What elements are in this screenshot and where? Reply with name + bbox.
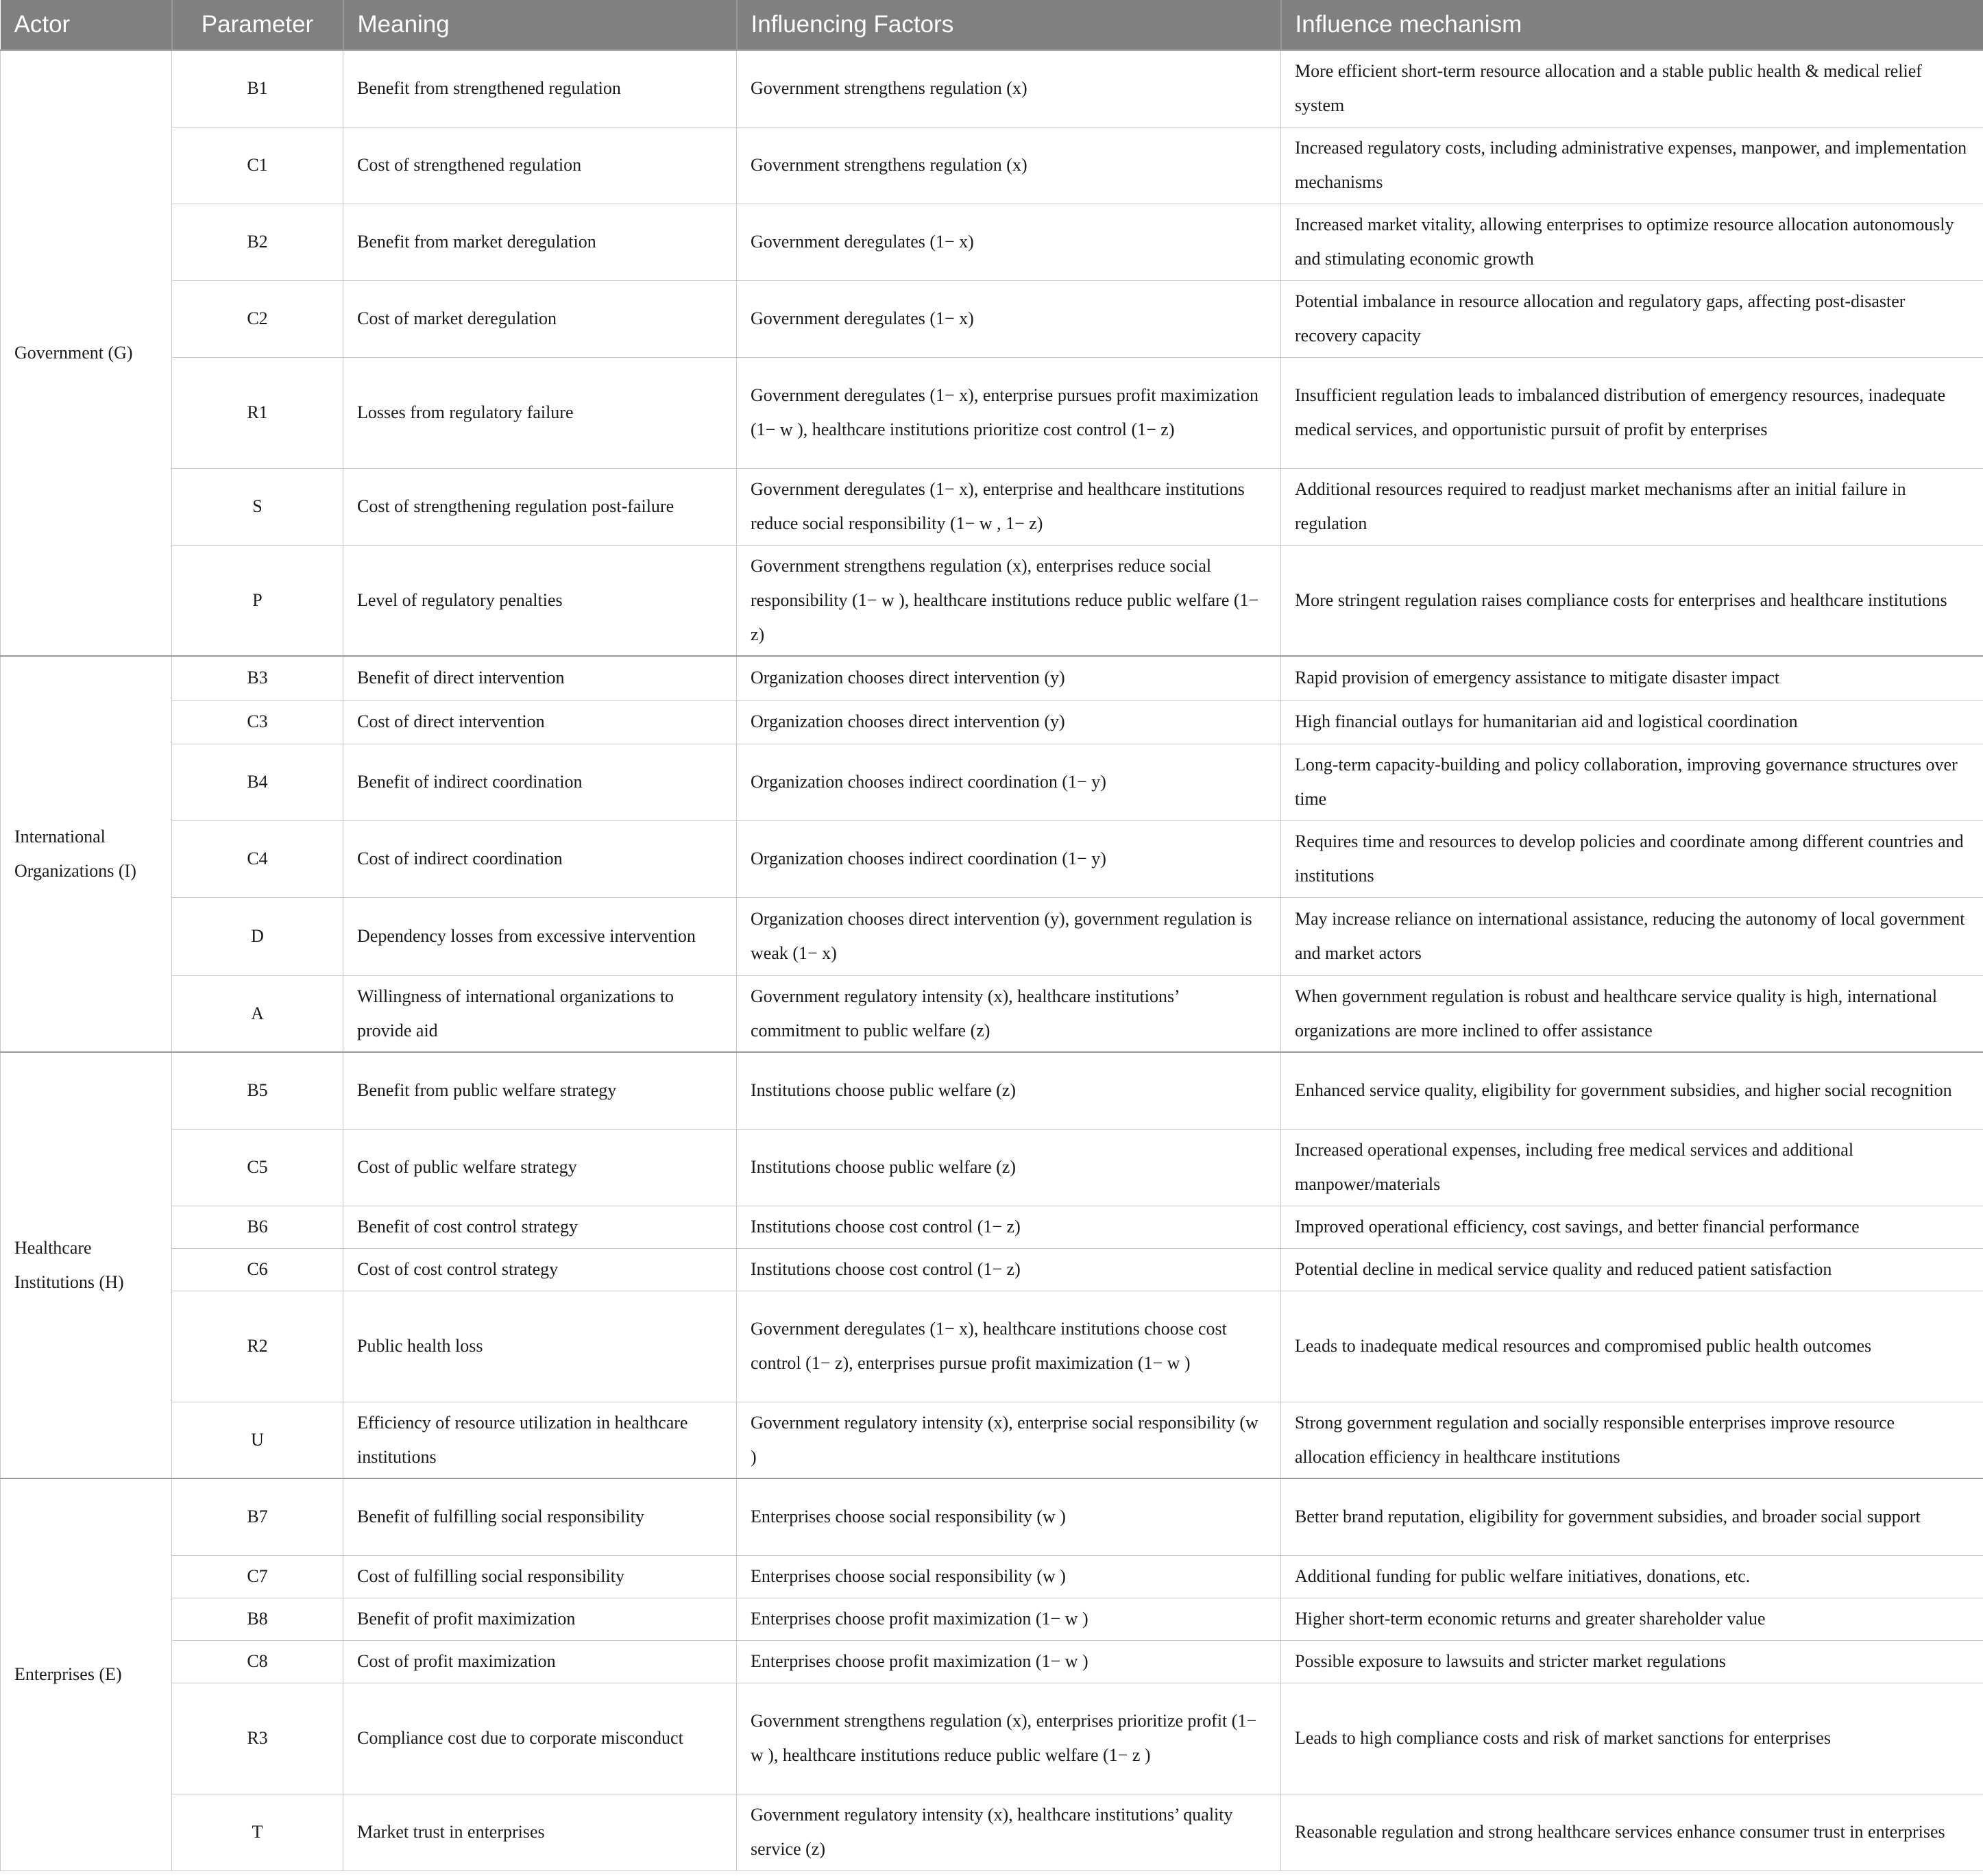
table-row <box>1 127 1983 204</box>
influencing-factors-cell: Government strengthens regulation (x), enterprises prioritize profit (1− w ), healthcare institutions reduce public welfare (1− z ) <box>737 1683 1281 1794</box>
header-actor: Actor <box>1 0 172 50</box>
table-row <box>1 1129 1983 1206</box>
actor-cell: Healthcare Institutions (H) <box>1 1052 172 1478</box>
influencing-factors-cell: Government deregulates (1− x), enterprise and healthcare institutions reduce social responsibility (1− w , 1− z) <box>737 468 1281 545</box>
parameter-cell: R2 <box>172 1291 343 1402</box>
meaning-cell: Public health loss <box>343 1291 737 1402</box>
meaning-cell: Willingness of international organizations to provide aid <box>343 975 737 1052</box>
meaning-cell: Benefit of cost control strategy <box>343 1206 737 1248</box>
meaning-cell: Benefit from public welfare strategy <box>343 1052 737 1129</box>
influencing-factors-cell: Government regulatory intensity (x), healthcare institutions’ quality service (z) <box>737 1794 1281 1871</box>
meaning-cell: Cost of public welfare strategy <box>343 1129 737 1206</box>
table-row <box>1 897 1983 975</box>
influencing-factors-cell: Government regulatory intensity (x), healthcare institutions’ commitment to public welfare (z) <box>737 975 1281 1052</box>
table-row <box>1 1291 1983 1402</box>
influencing-factors-cell: Government strengthens regulation (x), enterprises reduce social responsibility (1− w ), healthcare institutions reduce public welfare (1− z) <box>737 545 1281 656</box>
influencing-factors-cell: Government strengthens regulation (x) <box>737 50 1281 127</box>
meaning-cell: Cost of profit maximization <box>343 1640 737 1683</box>
parameter-cell: C7 <box>172 1555 343 1598</box>
parameter-cell: C6 <box>172 1248 343 1291</box>
table-row <box>1 1794 1983 1871</box>
influencing-factors-cell: Institutions choose cost control (1− z) <box>737 1248 1281 1291</box>
influence-mechanism-cell: Potential imbalance in resource allocation and regulatory gaps, affecting post-disaster recovery capacity <box>1281 280 1983 357</box>
influence-mechanism-cell: Increased regulatory costs, including administrative expenses, manpower, and implementation mechanisms <box>1281 127 1983 204</box>
parameter-cell: D <box>172 897 343 975</box>
influence-mechanism-cell: Reasonable regulation and strong healthcare services enhance consumer trust in enterprises <box>1281 1794 1983 1871</box>
influence-mechanism-cell: Increased operational expenses, including free medical services and additional manpower/materials <box>1281 1129 1983 1206</box>
influencing-factors-cell: Government deregulates (1− x) <box>737 280 1281 357</box>
table-row <box>1 744 1983 820</box>
influence-mechanism-cell: When government regulation is robust and healthcare service quality is high, international organizations are more inclined to offer assistance <box>1281 975 1983 1052</box>
table-row <box>1 545 1983 656</box>
influencing-factors-cell: Organization chooses direct intervention (y), government regulation is weak (1− x) <box>737 897 1281 975</box>
influence-mechanism-cell: Higher short-term economic returns and greater shareholder value <box>1281 1598 1983 1640</box>
influencing-factors-cell: Government regulatory intensity (x), enterprise social responsibility (w ) <box>737 1402 1281 1478</box>
table-row <box>1 204 1983 280</box>
table-row <box>1 656 1983 700</box>
parameter-cell: B3 <box>172 656 343 700</box>
parameter-cell: P <box>172 545 343 656</box>
meaning-cell: Cost of fulfilling social responsibility <box>343 1555 737 1598</box>
table-row <box>1 820 1983 897</box>
actor-cell: International Organizations (I) <box>1 656 172 1052</box>
meaning-cell: Cost of cost control strategy <box>343 1248 737 1291</box>
parameter-cell: C5 <box>172 1129 343 1206</box>
influencing-factors-cell: Institutions choose public welfare (z) <box>737 1052 1281 1129</box>
influence-mechanism-cell: Leads to inadequate medical resources and compromised public health outcomes <box>1281 1291 1983 1402</box>
parameter-cell: B2 <box>172 204 343 280</box>
meaning-cell: Benefit from market deregulation <box>343 204 737 280</box>
table-row <box>1 1478 1983 1555</box>
table-row <box>1 700 1983 744</box>
actor-cell: Enterprises (E) <box>1 1478 172 1871</box>
table-row <box>1 1206 1983 1248</box>
influence-mechanism-cell: Enhanced service quality, eligibility for government subsidies, and higher social recognition <box>1281 1052 1983 1129</box>
meaning-cell: Cost of direct intervention <box>343 700 737 744</box>
influence-mechanism-cell: Potential decline in medical service quality and reduced patient satisfaction <box>1281 1248 1983 1291</box>
parameter-cell: B6 <box>172 1206 343 1248</box>
influence-mechanism-cell: Possible exposure to lawsuits and stricter market regulations <box>1281 1640 1983 1683</box>
influencing-factors-cell: Institutions choose public welfare (z) <box>737 1129 1281 1206</box>
meaning-cell: Efficiency of resource utilization in healthcare institutions <box>343 1402 737 1478</box>
parameter-cell: B7 <box>172 1478 343 1555</box>
meaning-cell: Cost of strengthened regulation <box>343 127 737 204</box>
influencing-factors-cell: Organization chooses indirect coordination (1− y) <box>737 820 1281 897</box>
parameter-cell: C8 <box>172 1640 343 1683</box>
influencing-factors-cell: Enterprises choose profit maximization (1− w ) <box>737 1640 1281 1683</box>
meaning-cell: Benefit of profit maximization <box>343 1598 737 1640</box>
meaning-cell: Market trust in enterprises <box>343 1794 737 1871</box>
meaning-cell: Benefit of indirect coordination <box>343 744 737 820</box>
influence-mechanism-cell: Rapid provision of emergency assistance to mitigate disaster impact <box>1281 656 1983 700</box>
influencing-factors-cell: Government strengthens regulation (x) <box>737 127 1281 204</box>
parameter-cell: C4 <box>172 820 343 897</box>
influence-mechanism-cell: Additional funding for public welfare initiatives, donations, etc. <box>1281 1555 1983 1598</box>
meaning-cell: Cost of strengthening regulation post-failure <box>343 468 737 545</box>
influence-mechanism-cell: Insufficient regulation leads to imbalanced distribution of emergency resources, inadequate medical services, and opportunistic pursuit of profit by enterprises <box>1281 357 1983 468</box>
influencing-factors-cell: Enterprises choose social responsibility (w ) <box>737 1478 1281 1555</box>
influence-mechanism-cell: High financial outlays for humanitarian aid and logistical coordination <box>1281 700 1983 744</box>
header-row <box>1 0 1983 50</box>
influence-mechanism-cell: Strong government regulation and socially responsible enterprises improve resource allocation efficiency in healthcare institutions <box>1281 1402 1983 1478</box>
table-row <box>1 50 1983 127</box>
parameter-cell: T <box>172 1794 343 1871</box>
table-row <box>1 468 1983 545</box>
header-influence-mechanism: Influence mechanism <box>1281 0 1983 50</box>
meaning-cell: Benefit of direct intervention <box>343 656 737 700</box>
meaning-cell: Losses from regulatory failure <box>343 357 737 468</box>
influencing-factors-cell: Organization chooses indirect coordination (1− y) <box>737 744 1281 820</box>
influencing-factors-cell: Enterprises choose social responsibility (w ) <box>737 1555 1281 1598</box>
parameter-cell: B1 <box>172 50 343 127</box>
table-body <box>1 50 1983 1871</box>
influencing-factors-cell: Organization chooses direct intervention (y) <box>737 700 1281 744</box>
table-row <box>1 975 1983 1052</box>
table-row <box>1 1598 1983 1640</box>
table-row <box>1 1248 1983 1291</box>
parameter-cell: A <box>172 975 343 1052</box>
influencing-factors-cell: Organization chooses direct intervention (y) <box>737 656 1281 700</box>
header-parameter: Parameter <box>172 0 343 50</box>
table-row <box>1 280 1983 357</box>
meaning-cell: Cost of indirect coordination <box>343 820 737 897</box>
influence-mechanism-cell: More efficient short-term resource allocation and a stable public health & medical relief system <box>1281 50 1983 127</box>
header-influencing-factors: Influencing Factors <box>737 0 1281 50</box>
table-row <box>1 1555 1983 1598</box>
influencing-factors-cell: Enterprises choose profit maximization (1− w ) <box>737 1598 1281 1640</box>
influencing-factors-cell: Institutions choose cost control (1− z) <box>737 1206 1281 1248</box>
actor-cell: Government (G) <box>1 50 172 656</box>
meaning-cell: Level of regulatory penalties <box>343 545 737 656</box>
meaning-cell: Cost of market deregulation <box>343 280 737 357</box>
influence-mechanism-cell: May increase reliance on international assistance, reducing the autonomy of local government and market actors <box>1281 897 1983 975</box>
parameter-cell: U <box>172 1402 343 1478</box>
table-row <box>1 1052 1983 1129</box>
table-row <box>1 1640 1983 1683</box>
influence-mechanism-cell: Better brand reputation, eligibility for government subsidies, and broader social support <box>1281 1478 1983 1555</box>
influence-mechanism-cell: Requires time and resources to develop policies and coordinate among different countries and institutions <box>1281 820 1983 897</box>
influence-mechanism-cell: Leads to high compliance costs and risk of market sanctions for enterprises <box>1281 1683 1983 1794</box>
meaning-cell: Compliance cost due to corporate misconduct <box>343 1683 737 1794</box>
parameter-cell: C3 <box>172 700 343 744</box>
table-row <box>1 1402 1983 1478</box>
influence-mechanism-cell: Increased market vitality, allowing enterprises to optimize resource allocation autonomously and stimulating economic growth <box>1281 204 1983 280</box>
influence-mechanism-cell: More stringent regulation raises compliance costs for enterprises and healthcare institutions <box>1281 545 1983 656</box>
parameter-cell: C2 <box>172 280 343 357</box>
influence-mechanism-cell: Improved operational efficiency, cost savings, and better financial performance <box>1281 1206 1983 1248</box>
parameter-cell: B5 <box>172 1052 343 1129</box>
influencing-factors-cell: Government deregulates (1− x) <box>737 204 1281 280</box>
parameter-cell: S <box>172 468 343 545</box>
table-row <box>1 357 1983 468</box>
parameter-cell: C1 <box>172 127 343 204</box>
table-row <box>1 1683 1983 1794</box>
parameter-cell: R3 <box>172 1683 343 1794</box>
meaning-cell: Benefit of fulfilling social responsibility <box>343 1478 737 1555</box>
influencing-factors-cell: Government deregulates (1− x), enterprise pursues profit maximization (1− w ), healthcare institutions prioritize cost control (1− z) <box>737 357 1281 468</box>
influencing-factors-cell: Government deregulates (1− x), healthcare institutions choose cost control (1− z), enterprises pursue profit maximization (1− w ) <box>737 1291 1281 1402</box>
parameter-cell: B4 <box>172 744 343 820</box>
header-meaning: Meaning <box>343 0 737 50</box>
meaning-cell: Benefit from strengthened regulation <box>343 50 737 127</box>
influence-mechanism-cell: Additional resources required to readjust market mechanisms after an initial failure in regulation <box>1281 468 1983 545</box>
meaning-cell: Dependency losses from excessive intervention <box>343 897 737 975</box>
parameter-cell: B8 <box>172 1598 343 1640</box>
influence-mechanism-cell: Long-term capacity-building and policy collaboration, improving governance structures over time <box>1281 744 1983 820</box>
parameter-cell: R1 <box>172 357 343 468</box>
